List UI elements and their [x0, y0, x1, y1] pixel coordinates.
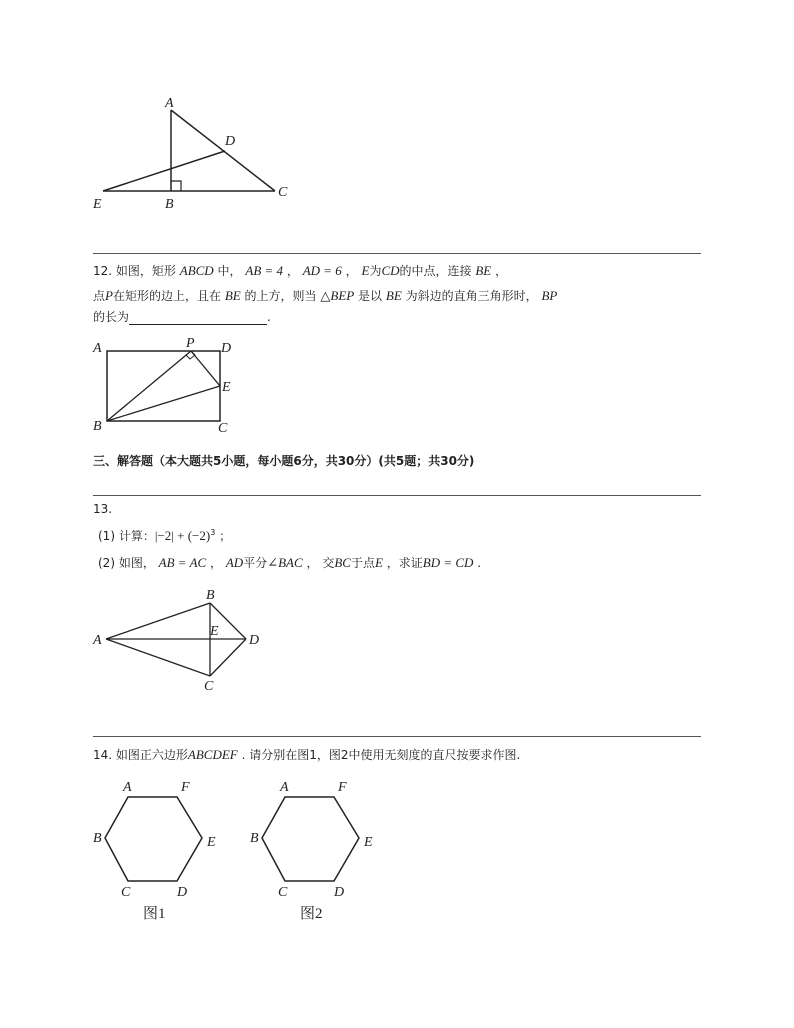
label-d: D: [225, 134, 236, 149]
figure-q13: [88, 583, 268, 695]
label-d: D: [334, 885, 345, 900]
label-c: C: [278, 185, 288, 200]
math-bc: BC: [334, 555, 351, 570]
math-be: BE: [475, 263, 492, 278]
label-c: C: [121, 885, 131, 900]
divider-q13: [93, 495, 701, 496]
q14-text: . 请分别在图1，图2中使用无刻度的直尺按要求作图.: [237, 748, 521, 762]
q13-part2: [98, 554, 481, 571]
math-ab-eq: AB = 4: [245, 263, 284, 278]
hexagon-figure-1: [93, 780, 216, 922]
label-p: P: [186, 336, 195, 351]
q12-text: ，: [345, 264, 358, 278]
q12-number: 12.: [93, 264, 116, 278]
divider-q14: [93, 736, 701, 737]
math-expression: |−2| + (−2): [154, 528, 211, 543]
q12-text: 为: [369, 264, 382, 278]
q12-line2: [93, 287, 557, 304]
q12-text: ，: [495, 264, 508, 278]
label-a: A: [93, 633, 102, 648]
math-triangle-bep: △BEP: [320, 288, 355, 303]
segment-be: [107, 386, 220, 421]
math-p: P: [105, 288, 113, 303]
q12-text: ，: [286, 264, 299, 278]
math-cd: CD: [381, 263, 400, 278]
label-e: E: [93, 197, 102, 212]
q13-text: ；: [219, 529, 232, 543]
math-e: E: [374, 555, 383, 570]
label-e: E: [207, 835, 216, 850]
q13-text: ， 交: [306, 556, 335, 570]
segment-pe: [191, 351, 220, 386]
label-f: F: [181, 780, 190, 795]
q14-number: 14.: [93, 748, 116, 762]
label-b: B: [206, 588, 215, 603]
q12-text: 如图，矩形: [115, 264, 176, 278]
q13-text: (1) 计算：: [98, 529, 155, 543]
segment-ac: [106, 639, 210, 676]
q12-line3: [93, 308, 271, 325]
math-bp: BP: [541, 288, 558, 303]
label-f: F: [338, 780, 347, 795]
label-e: E: [222, 380, 231, 395]
hexagon-figure-2: [250, 780, 373, 922]
q12-text: 的中点，连接: [399, 264, 472, 278]
label-c: C: [218, 421, 228, 436]
math-abcd: ABCD: [179, 263, 214, 278]
q13-text: 平分: [243, 556, 268, 570]
segment-bp: [107, 351, 191, 421]
q14-text: 如图正六边形: [115, 748, 188, 762]
q13-text: .: [477, 556, 482, 570]
figure-q14: [88, 776, 398, 926]
hexagon-abcdef: [262, 797, 359, 881]
q13-text: 于点: [350, 556, 375, 570]
label-c: C: [278, 885, 288, 900]
figure-q11: [85, 90, 305, 220]
label-d: D: [221, 341, 232, 356]
segment-ed: [103, 151, 225, 191]
q12-text: 点: [93, 289, 106, 303]
math-be: BE: [385, 288, 402, 303]
label-a: A: [280, 780, 289, 795]
math-ad: AD: [225, 555, 244, 570]
math-angle-bac: ∠BAC: [267, 555, 303, 570]
label-a: A: [165, 96, 174, 111]
label-b: B: [250, 831, 259, 846]
math-ad-eq: AD = 6: [302, 263, 342, 278]
label-a: A: [93, 341, 102, 356]
answer-blank[interactable]: [129, 312, 267, 325]
label-d: D: [249, 633, 260, 648]
q12-text: 的长为: [93, 310, 130, 324]
rectangle-abcd: [107, 351, 220, 421]
math-bd-eq-cd: BD = CD: [422, 555, 474, 570]
segment-ac: [171, 110, 275, 191]
q13-text: (2) 如图，: [98, 556, 155, 570]
math-be: BE: [224, 288, 241, 303]
hexagon-abcdef: [105, 797, 202, 881]
figure-caption: 图1: [143, 906, 166, 922]
figure-caption: 图2: [300, 906, 323, 922]
math-ab-eq-ac: AB = AC: [158, 555, 207, 570]
label-b: B: [93, 419, 102, 434]
q12-line1: [93, 262, 507, 279]
q13-number: 13.: [93, 502, 113, 516]
q13-text: ，: [210, 556, 223, 570]
q13-part1: [98, 527, 231, 544]
label-b: B: [93, 831, 102, 846]
q13-text: ，求证: [386, 556, 423, 570]
label-c: C: [204, 679, 214, 694]
q12-text: 在矩形的边上，且在: [112, 289, 221, 303]
q14-line: [93, 746, 520, 763]
right-angle-mark: [171, 181, 181, 191]
q12-text: 为斜边的直角三角形时，: [405, 289, 538, 303]
label-e: E: [210, 624, 219, 639]
segment-ab: [106, 603, 210, 639]
math-exponent: 3: [210, 528, 216, 537]
math-abcdef: ABCDEF: [187, 747, 238, 762]
label-a: A: [123, 780, 132, 795]
label-b: B: [165, 197, 174, 212]
q12-text: .: [267, 310, 271, 324]
q12-text: 中，: [217, 264, 242, 278]
divider-q12: [93, 253, 701, 254]
section-title: 三、解答题（本大题共5小题，每小题6分，共30分）(共5题；共30分): [93, 454, 475, 468]
q12-text: 是以: [358, 289, 383, 303]
math-e: E: [361, 263, 370, 278]
segment-cd: [210, 639, 246, 676]
label-d: D: [177, 885, 188, 900]
label-e: E: [364, 835, 373, 850]
figure-q12: [85, 334, 255, 438]
q12-text: 的上方，则当: [244, 289, 317, 303]
